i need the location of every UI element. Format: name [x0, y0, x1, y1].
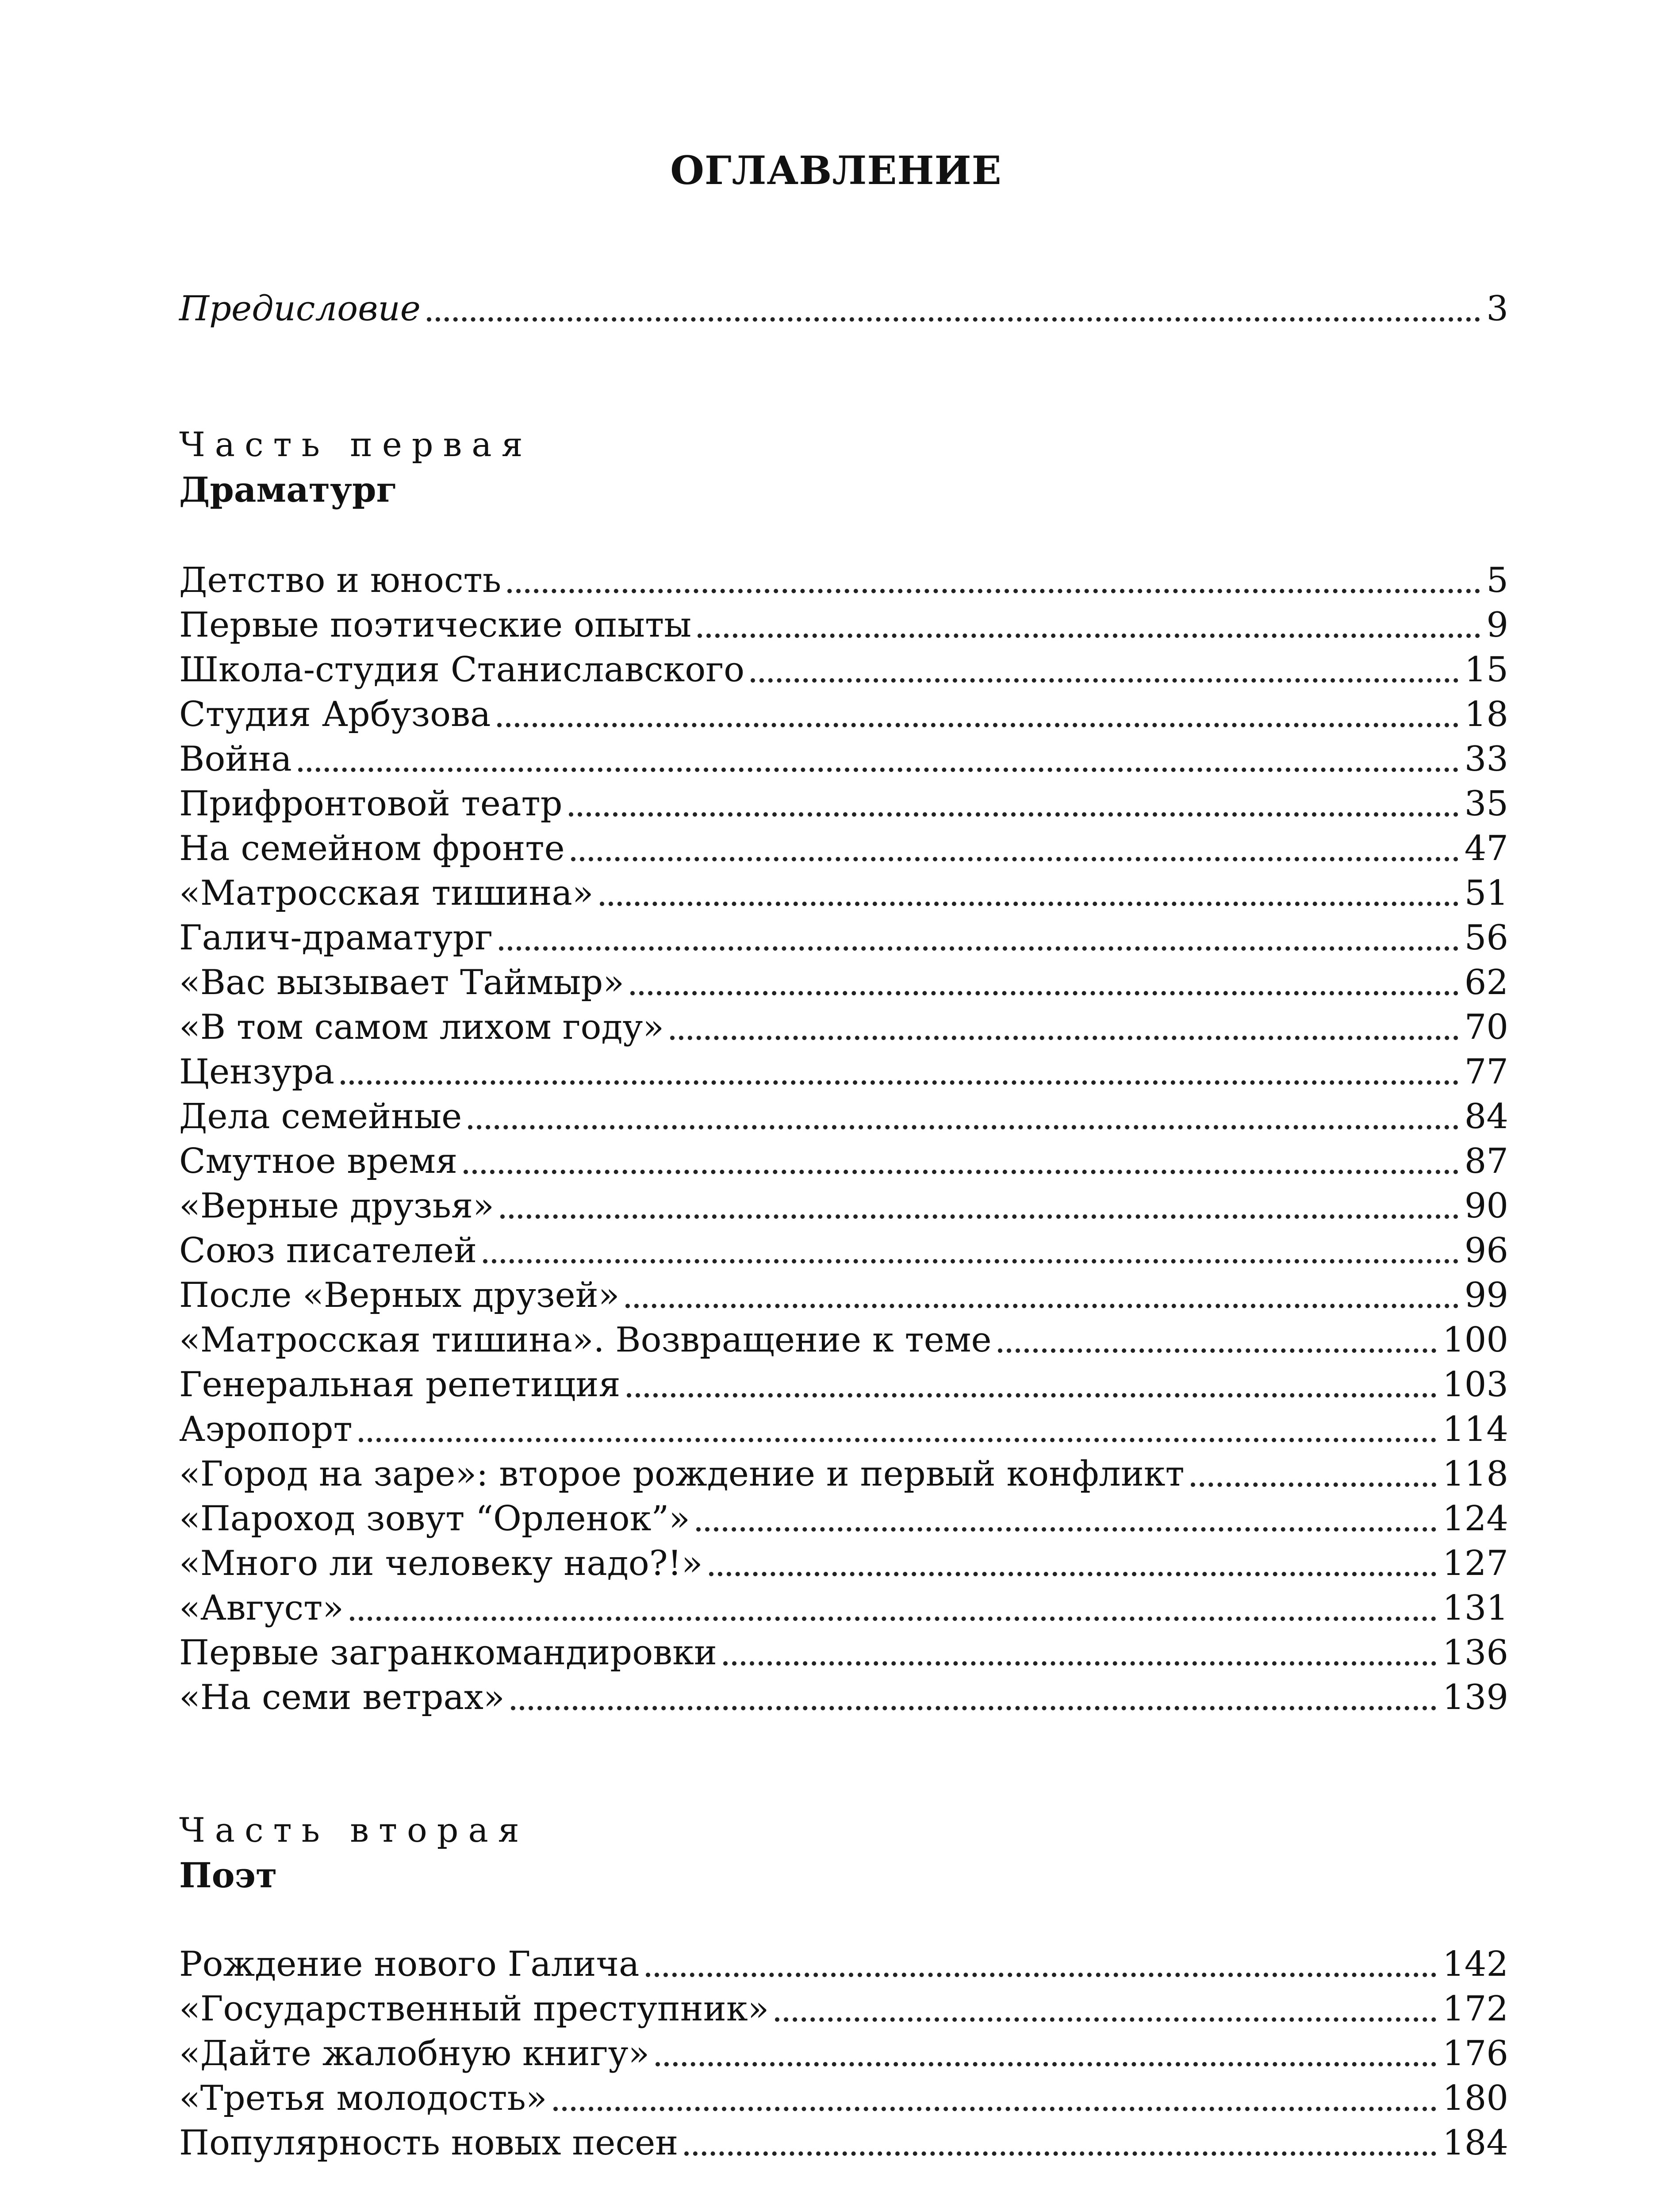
- toc-entry-page: 99: [1464, 1275, 1508, 1315]
- part-two-label: Часть вторая: [179, 1810, 529, 1850]
- toc-entry-page: 35: [1464, 784, 1508, 824]
- toc-entry-page: 100: [1442, 1320, 1508, 1360]
- part-two-title: Поэт: [179, 1855, 277, 1896]
- toc-entry: [179, 782, 1508, 826]
- toc-entry-label: Война: [179, 739, 292, 779]
- toc-entry-label: «В том самом лихом году»: [179, 1007, 664, 1047]
- toc-entry-page: 47: [1464, 829, 1508, 868]
- dot-leader: [1191, 1452, 1436, 1497]
- toc-entry-page: 118: [1442, 1454, 1508, 1494]
- dot-leader: [569, 782, 1458, 826]
- toc-entry-label: «Третья молодость»: [179, 2078, 547, 2118]
- toc-entry-page: 84: [1464, 1097, 1508, 1137]
- toc-entry-page: 87: [1464, 1141, 1508, 1181]
- toc-entry-label: На семейном фронте: [179, 829, 565, 868]
- toc-entry: [179, 1229, 1508, 1273]
- toc-entry-label: «Город на заре»: второе рождение и первый конфликт: [179, 1454, 1185, 1494]
- dot-leader: [359, 1407, 1436, 1452]
- toc-entry: [179, 1184, 1508, 1229]
- dot-leader: [696, 1497, 1436, 1541]
- toc-entry: [179, 1452, 1508, 1497]
- toc-entry: [179, 1675, 1508, 1720]
- part-one-label: Часть первая: [179, 425, 533, 464]
- toc-entry: [179, 826, 1508, 871]
- toc-entry-label: Смутное время: [179, 1141, 458, 1181]
- toc-entry-page: 3: [1486, 289, 1508, 329]
- toc-entry-page: 51: [1464, 873, 1508, 913]
- part-one-title: Драматург: [179, 470, 398, 510]
- toc-entry-preface: [179, 287, 1508, 331]
- dot-leader: [698, 603, 1480, 648]
- toc-entry-label: Детство и юность: [179, 561, 502, 600]
- toc-entry: [179, 1318, 1508, 1363]
- dot-leader: [600, 871, 1458, 916]
- dot-leader: [627, 1363, 1436, 1407]
- dot-leader: [483, 1229, 1458, 1273]
- toc-entry: [179, 916, 1508, 960]
- toc-entry-page: 56: [1464, 918, 1508, 958]
- toc-entry-page: 131: [1442, 1588, 1508, 1628]
- toc-entry: [179, 1363, 1508, 1407]
- toc-entry-label: «Верные друзья»: [179, 1186, 494, 1226]
- toc-entry-page: 9: [1486, 605, 1508, 645]
- toc-entry-page: 172: [1442, 1989, 1508, 2029]
- toc-entry: [179, 648, 1508, 692]
- toc-entry: [179, 1139, 1508, 1184]
- dot-leader: [350, 1586, 1436, 1631]
- toc-entry-page: 15: [1464, 650, 1508, 690]
- toc-entry-label: Предисловие: [179, 289, 421, 329]
- dot-leader: [499, 916, 1458, 960]
- toc-entry-label: Первые загранкомандировки: [179, 1633, 717, 1673]
- toc-entry-page: 90: [1464, 1186, 1508, 1226]
- dot-leader: [427, 287, 1480, 331]
- toc-entry-label: «Государственный преступник»: [179, 1989, 769, 2029]
- dot-leader: [625, 1273, 1458, 1318]
- toc-entry-label: Союз писателей: [179, 1231, 477, 1271]
- toc-entry: [179, 871, 1508, 916]
- toc-entry-label: «Матросская тишина». Возвращение к теме: [179, 1320, 992, 1360]
- dot-leader: [998, 1318, 1436, 1363]
- dot-leader: [571, 826, 1458, 871]
- toc-entry-label: После «Верных друзей»: [179, 1275, 620, 1315]
- toc-entry: [179, 960, 1508, 1005]
- dot-leader: [684, 2121, 1436, 2166]
- dot-leader: [646, 1942, 1437, 1987]
- toc-entry: [179, 2032, 1508, 2076]
- toc-entry-label: «Много ли человеку надо?!»: [179, 1544, 703, 1583]
- toc-entry-label: Галич-драматург: [179, 918, 493, 958]
- toc-entry-label: Аэропорт: [179, 1409, 353, 1449]
- toc-entry-label: Цензура: [179, 1052, 335, 1092]
- toc-entry: [179, 603, 1508, 648]
- toc-entry-page: 18: [1464, 695, 1508, 734]
- toc-entry: [179, 1631, 1508, 1675]
- dot-leader: [341, 1050, 1458, 1094]
- dot-leader: [630, 960, 1458, 1005]
- dot-leader: [507, 558, 1480, 603]
- toc-entry: [179, 1541, 1508, 1586]
- toc-entry-page: 176: [1442, 2034, 1508, 2074]
- toc-entry-page: 70: [1464, 1007, 1508, 1047]
- toc-entry: [179, 1987, 1508, 2032]
- toc-entry-label: Прифронтовой театр: [179, 784, 563, 824]
- toc-entry-label: Популярность новых песен: [179, 2123, 679, 2163]
- toc-entry-page: 114: [1442, 1409, 1508, 1449]
- toc-entry-label: Генеральная репетиция: [179, 1365, 621, 1405]
- toc-entry-page: 96: [1464, 1231, 1508, 1271]
- dot-leader: [656, 2032, 1436, 2076]
- toc-entry-label: Первые поэтические опыты: [179, 605, 692, 645]
- toc-entry: [179, 737, 1508, 782]
- page-title: ОГЛАВЛЕНИЕ: [670, 147, 1002, 193]
- toc-entry-page: 77: [1464, 1052, 1508, 1092]
- dot-leader: [464, 1139, 1458, 1184]
- toc-entry-label: Школа-студия Станиславского: [179, 650, 745, 690]
- dot-leader: [468, 1094, 1458, 1139]
- toc-entry: [179, 1407, 1508, 1452]
- dot-leader: [500, 1184, 1458, 1229]
- toc-entry-page: 127: [1442, 1544, 1508, 1583]
- toc-entry: [179, 1273, 1508, 1318]
- toc-entry: [179, 1586, 1508, 1631]
- toc-entry-page: 136: [1442, 1633, 1508, 1673]
- toc-entry-label: «Август»: [179, 1588, 344, 1628]
- toc-entry-label: Рождение нового Галича: [179, 1944, 640, 1984]
- toc-entry-page: 139: [1442, 1678, 1508, 1717]
- dot-leader: [298, 737, 1458, 782]
- toc-entry-label: Дела семейные: [179, 1097, 462, 1137]
- dot-leader: [775, 1987, 1436, 2032]
- dot-leader: [751, 648, 1458, 692]
- toc-entry: [179, 1050, 1508, 1094]
- toc-entry-label: «Пароход зовут “Орленок”»: [179, 1499, 690, 1539]
- toc-entry: [179, 1497, 1508, 1541]
- dot-leader: [670, 1005, 1458, 1050]
- toc-entry: [179, 2121, 1508, 2166]
- toc-entry-page: 180: [1442, 2078, 1508, 2118]
- toc-entry-page: 124: [1442, 1499, 1508, 1539]
- dot-leader: [497, 692, 1458, 737]
- toc-entry: [179, 1005, 1508, 1050]
- dot-leader: [723, 1631, 1436, 1675]
- toc-entry-page: 33: [1464, 739, 1508, 779]
- toc-entry-page: 142: [1442, 1944, 1508, 1984]
- dot-leader: [511, 1675, 1436, 1720]
- toc-entry: [179, 558, 1508, 603]
- toc-entry: [179, 1942, 1508, 1987]
- toc-entry-page: 5: [1486, 561, 1508, 600]
- toc-entry-label: «Вас вызывает Таймыр»: [179, 963, 625, 1002]
- toc-entry-label: «На семи ветрах»: [179, 1678, 505, 1717]
- toc-entry-page: 62: [1464, 963, 1508, 1002]
- toc-entry-label: «Дайте жалобную книгу»: [179, 2034, 650, 2074]
- toc-entry-page: 184: [1442, 2123, 1508, 2163]
- toc-entry-page: 103: [1442, 1365, 1508, 1405]
- toc-entry: [179, 2076, 1508, 2121]
- toc-entry-label: Студия Арбузова: [179, 695, 491, 734]
- dot-leader: [709, 1541, 1437, 1586]
- toc-entry-label: «Матросская тишина»: [179, 873, 594, 913]
- dot-leader: [553, 2076, 1437, 2121]
- toc-entry: [179, 1094, 1508, 1139]
- toc-entry: [179, 692, 1508, 737]
